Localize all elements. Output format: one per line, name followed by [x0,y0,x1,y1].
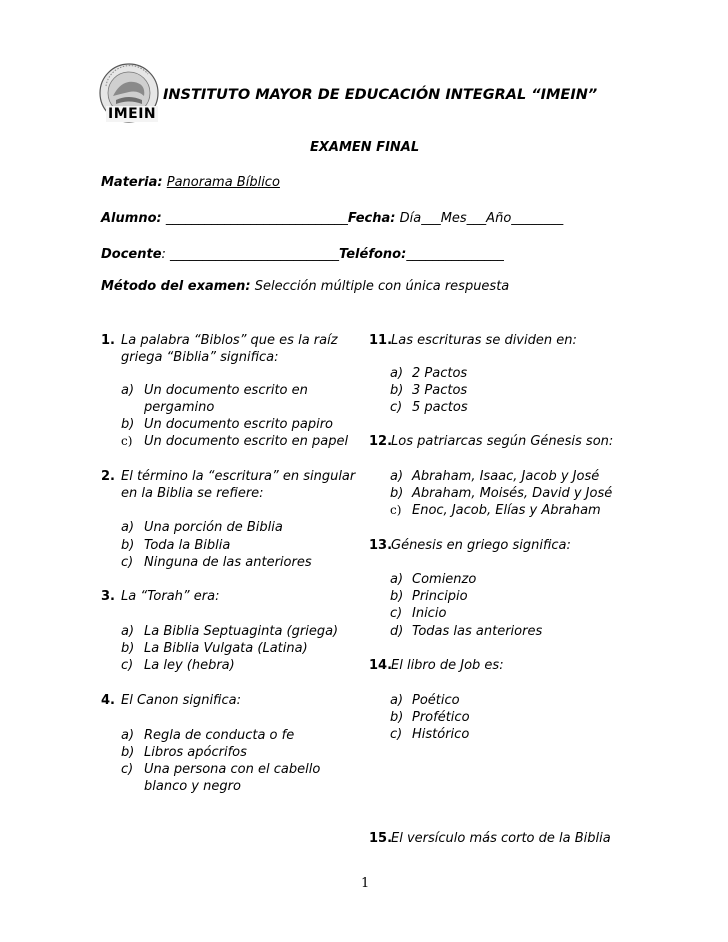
docente-label: Docente [101,247,162,262]
q13-b-option[interactable]: Principio [412,589,468,604]
telefono-field[interactable]: _______________ [406,247,504,262]
q3-c-option[interactable]: La ley (hebra) [144,658,235,673]
q2-b-option[interactable]: Toda la Biblia [144,538,231,553]
q1-a-label: a) [121,383,135,398]
q4-c-label: c) [121,762,134,777]
metodo-value: Selección múltiple con única respuesta [254,279,510,294]
q2-a-label: a) [121,520,135,535]
q13-text: Génesis en griego significa: [391,538,571,553]
fecha-label: Fecha: [347,211,396,226]
q1-a-option[interactable]: Un documento escrito en [144,383,308,398]
docente-line [101,247,504,262]
q3-number: 3. [101,589,115,604]
institute-title: INSTITUTO MAYOR DE EDUCACIÓN INTEGRAL “IMEIN” [163,87,598,103]
metodo-line [101,279,509,294]
q11-a-label: a) [390,366,404,381]
alumno-label: Alumno: [101,211,162,226]
q11-text: Las escrituras se dividen en: [391,333,577,348]
q13-d-label: d) [390,624,404,639]
q12-a-label: a) [390,469,404,484]
q3-b-option[interactable]: La Biblia Vulgata (Latina) [144,641,308,656]
logo-text: IMEIN [108,106,157,122]
q4-c-option-cont: blanco y negro [144,779,241,794]
q1-text: La palabra “Biblos” que es la raíz [121,333,338,348]
q12-c-label: c) [390,503,402,517]
q2-number: 2. [101,469,115,484]
q4-b-label: b) [121,745,135,760]
logo [96,62,162,128]
q13-c-label: c) [390,606,403,621]
q14-a-label: a) [390,693,404,708]
q11-c-label: c) [390,400,403,415]
q13-b-label: b) [390,589,404,604]
q14-a-option[interactable]: Poético [412,693,460,708]
q1-c-label: c) [121,434,133,448]
q3-a-option[interactable]: La Biblia Septuaginta (griega) [144,624,339,639]
q14-b-label: b) [390,710,404,725]
alumno-field[interactable]: ____________________________ [165,211,348,226]
q3-b-label: b) [121,641,135,656]
q4-b-option[interactable]: Libros apócrifos [144,745,247,760]
q12-number: 12. [369,434,393,449]
page-number: 1 [361,876,370,891]
q1-b-option[interactable]: Un documento escrito papiro [144,417,334,432]
q1-a-option-cont: pergamino [144,400,215,415]
q4-c-option[interactable]: Una persona con el cabello [144,762,321,777]
q11-a-option[interactable]: 2 Pactos [412,366,468,381]
q3-c-label: c) [121,658,134,673]
q13-number: 13. [369,538,393,553]
telefono-label: Teléfono: [339,247,407,262]
q14-b-option[interactable]: Profético [412,710,470,725]
q12-c-option[interactable]: Enoc, Jacob, Elías y Abraham [412,503,601,518]
q13-c-option[interactable]: Inicio [412,606,447,621]
q14-c-option[interactable]: Histórico [412,727,470,742]
alumno-line [101,211,563,226]
q11-c-option[interactable]: 5 pactos [412,400,468,415]
q4-text: El Canon significa: [121,693,241,708]
q2-a-option[interactable]: Una porción de Biblia [144,520,283,535]
q1-text-cont: griega “Biblia” significa: [121,350,279,365]
q13-d-option[interactable]: Todas las anteriores [412,624,543,639]
q1-b-label: b) [121,417,135,432]
q2-c-label: c) [121,555,134,570]
q11-b-option[interactable]: 3 Pactos [412,383,468,398]
q2-c-option[interactable]: Ninguna de las anteriores [144,555,312,570]
q15-number: 15. [369,831,393,846]
q12-b-label: b) [390,486,404,501]
q3-a-label: a) [121,624,135,639]
q2-text: El término la “escritura” en singular [121,469,356,484]
q14-text: El libro de Job es: [391,658,504,673]
materia-value: Panorama Bíblico [166,175,280,190]
q13-a-option[interactable]: Comienzo [412,572,477,587]
q13-a-label: a) [390,572,404,587]
q4-a-option[interactable]: Regla de conducta o fe [144,728,295,743]
q14-c-label: c) [390,727,403,742]
q4-a-label: a) [121,728,135,743]
materia-line [101,175,280,190]
q12-text: Los patriarcas según Génesis son: [391,434,614,449]
q4-number: 4. [101,693,115,708]
q1-c-option[interactable]: Un documento escrito en papel [144,434,349,449]
q1-number: 1. [101,333,115,348]
q12-b-option[interactable]: Abraham, Moisés, David y José [412,486,613,501]
docente-field[interactable]: : __________________________ [161,247,340,262]
exam-title: EXAMEN FINAL [310,140,420,155]
q14-number: 14. [369,658,393,673]
q2-text-cont: en la Biblia se refiere: [121,486,264,501]
q2-b-label: b) [121,538,135,553]
q11-b-label: b) [390,383,404,398]
metodo-label: Método del examen: [101,279,251,294]
materia-label: Materia: [101,175,163,190]
q3-text: La “Torah” era: [121,589,220,604]
q12-a-option[interactable]: Abraham, Isaac, Jacob y José [412,469,600,484]
q15-text: El versículo más corto de la Biblia [391,831,611,846]
q11-number: 11. [369,333,393,348]
fecha-field[interactable]: Día___Mes___Año________ [399,211,564,226]
